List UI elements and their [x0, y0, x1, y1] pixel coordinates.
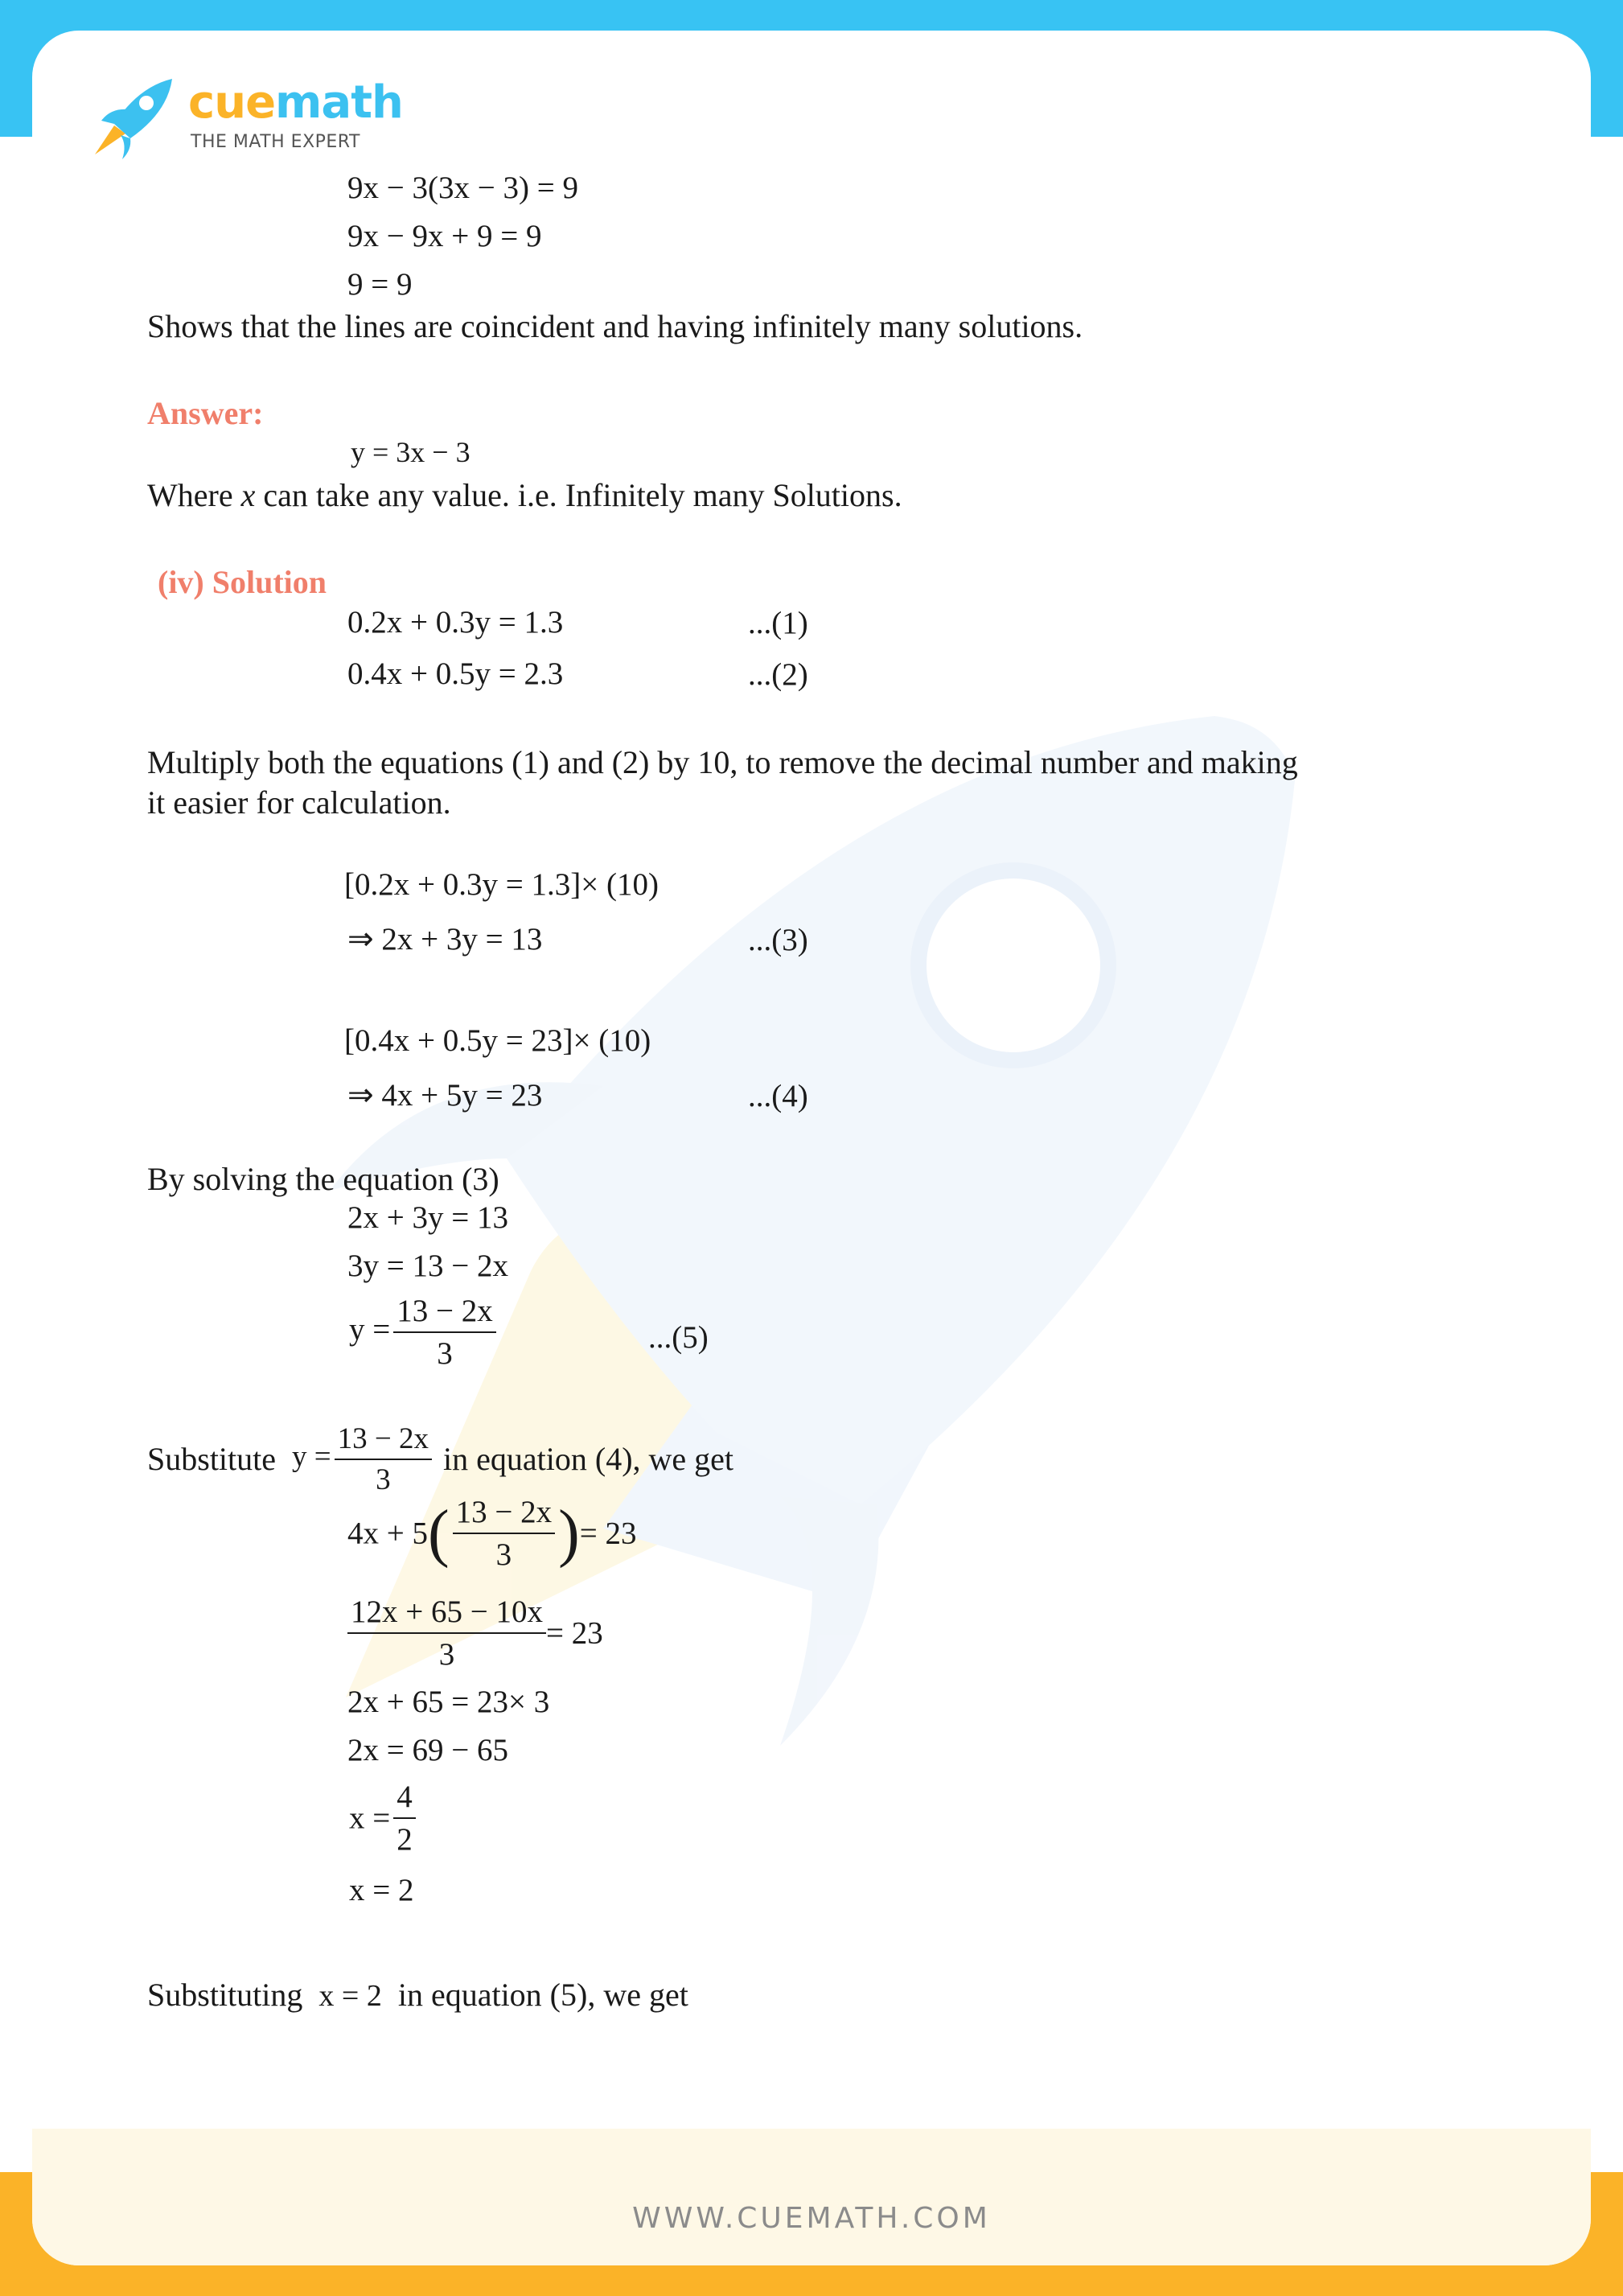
coincident-text: Shows that the lines are coincident and having infinitely many solutions.	[147, 308, 1083, 344]
card-footer	[32, 2129, 1591, 2265]
sub-step-5: x = $\frac{4}{2}$	[349, 1781, 419, 1855]
cuemath-logo	[90, 76, 403, 164]
answer-text: Where x can take any value. i.e. Infinitely many Solutions.	[147, 477, 902, 513]
logo-wordmark: cuemath	[188, 76, 403, 129]
sub-step-4: 2x = 69 − 65	[347, 1733, 508, 1767]
final-text: Substituting x = 2 in equation (5), we get	[147, 1977, 688, 2013]
mult-result-1: ⇒ 2x + 3y = 13	[347, 922, 543, 957]
sub-step-6: x = 2	[349, 1873, 414, 1907]
substitute-text: Substitute y = $\frac{13 - 2x}{3}$ in equation (4), we get	[147, 1422, 734, 1496]
mult-label-4: ...(4)	[748, 1079, 808, 1113]
answer-heading: Answer:	[147, 395, 264, 431]
logo-tagline: THE MATH EXPERT	[191, 132, 360, 152]
sub-step-2: $\frac{12x + 65 - 10x}{3}$ = 23	[347, 1596, 603, 1670]
solve3-step-2: 3y = 13 − 2x	[347, 1249, 508, 1283]
multiply-text-line2: it easier for calculation.	[147, 784, 451, 821]
label-5: ...(5)	[648, 1320, 709, 1355]
multiply-text-line1: Multiply both the equations (1) and (2) by 10, to remove the decimal number and making	[147, 744, 1298, 780]
mult-result-2: ⇒ 4x + 5y = 23	[347, 1078, 543, 1113]
top-eq-1: 9x − 3(3x − 3) = 9	[347, 171, 578, 205]
answer-equation: y = 3x − 3	[351, 436, 470, 468]
top-eq-2: 9x − 9x + 9 = 9	[347, 219, 542, 253]
mult-step-2: [0.4x + 0.5y = 23]× (10)	[344, 1023, 651, 1058]
given-label-2: ...(2)	[748, 657, 808, 692]
part-iv-heading: (iv) Solution	[158, 564, 327, 600]
given-label-1: ...(1)	[748, 606, 808, 640]
mult-label-3: ...(3)	[748, 923, 808, 957]
given-eq-2: 0.4x + 0.5y = 2.3	[347, 656, 564, 691]
given-eq-1: 0.2x + 0.3y = 1.3	[347, 605, 564, 640]
solve3-text: By solving the equation (3)	[147, 1161, 499, 1197]
y-fraction-eq: y = $\frac{13 - 2x}{3}$	[349, 1295, 499, 1369]
top-eq-3: 9 = 9	[347, 267, 413, 302]
sub-step-1: 4x + 5( $\frac{13 - 2x}{3}$ )= 23	[347, 1495, 637, 1572]
footer-url: WWW.CUEMATH.COM	[632, 2202, 991, 2235]
solve3-step-1: 2x + 3y = 13	[347, 1200, 508, 1235]
mult-step-1: [0.2x + 0.3y = 1.3]× (10)	[344, 867, 659, 902]
sub-step-3: 2x + 65 = 23× 3	[347, 1685, 550, 1719]
rocket-logo-icon	[90, 76, 179, 160]
